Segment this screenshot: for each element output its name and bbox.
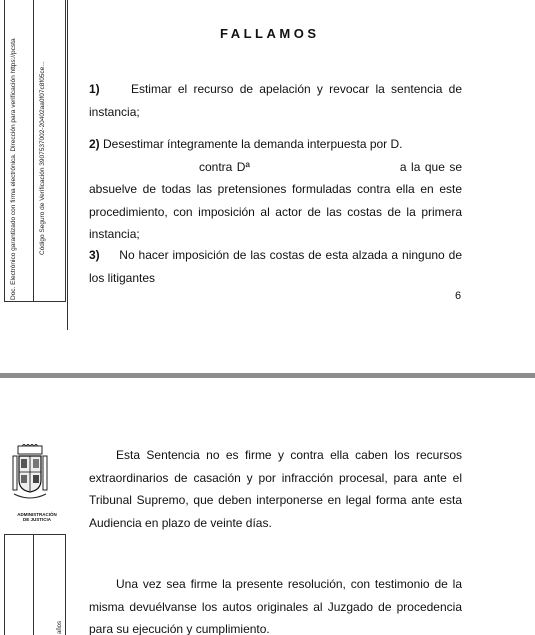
margin-stamp-box: [4, 534, 66, 635]
item-number: 1): [89, 82, 100, 96]
paragraph-appeal-notice: [89, 444, 462, 534]
margin-stamp-divider: [33, 534, 34, 635]
margin-rule: [67, 0, 68, 330]
item-text: No hacer imposición de las costas de esta alzada a ninguno de los litigantes: [89, 248, 462, 285]
institution-label: ADMINISTRACIÓN DE JUSTICIA: [17, 512, 57, 522]
ruling-item-1: [89, 78, 462, 123]
verification-code-note: Código Seguro de Verificación 3907537002-20402aa0f07c8f05ce...: [39, 61, 46, 255]
electronic-signature-note: Doc. Electrónico garantizado con firma electrónica. Dirección para verificación https://pcsta: [10, 38, 17, 300]
document-page-7: [0, 380, 535, 635]
margin-note-fragment: años: [57, 620, 63, 634]
paragraph-text: Esta Sentencia no es firme y contra ella caben los recursos extraordinarios de casación y por infracción procesal, para ante el Tribunal Supremo, que deben interponerse en legal forma ante esta Audiencia en plazo de veinte días.: [89, 448, 462, 530]
item-text-c: a la que se absuelve de todas las pretensiones formuladas contra ella en este procedimiento, con imposición al actor de las costas de la primera instancia;: [89, 159, 462, 241]
paragraph-return-records: [89, 573, 462, 635]
ruling-item-2: [89, 133, 462, 246]
item-text-b: contra Dª: [199, 159, 250, 174]
page-divider: [0, 373, 535, 378]
item-number: 3): [89, 248, 100, 262]
item-number: 2): [89, 137, 100, 151]
ruling-item-3: [89, 244, 462, 289]
item-text: Estimar el recurso de apelación y revocar la sentencia de instancia;: [89, 82, 463, 119]
section-heading: FALLAMOS: [220, 26, 320, 41]
margin-stamp-divider: [33, 0, 34, 302]
page-number: 6: [455, 290, 462, 302]
item-text-a: Desestimar íntegramente la demanda interpuesta por D.: [103, 137, 403, 151]
coat-of-arms-icon: [10, 444, 50, 516]
paragraph-text: Una vez sea firme la presente resolución, con testimonio de la misma devuélvanse los autos originales al Juzgado de procedencia para su ejecución y cumplimiento.: [89, 577, 462, 635]
